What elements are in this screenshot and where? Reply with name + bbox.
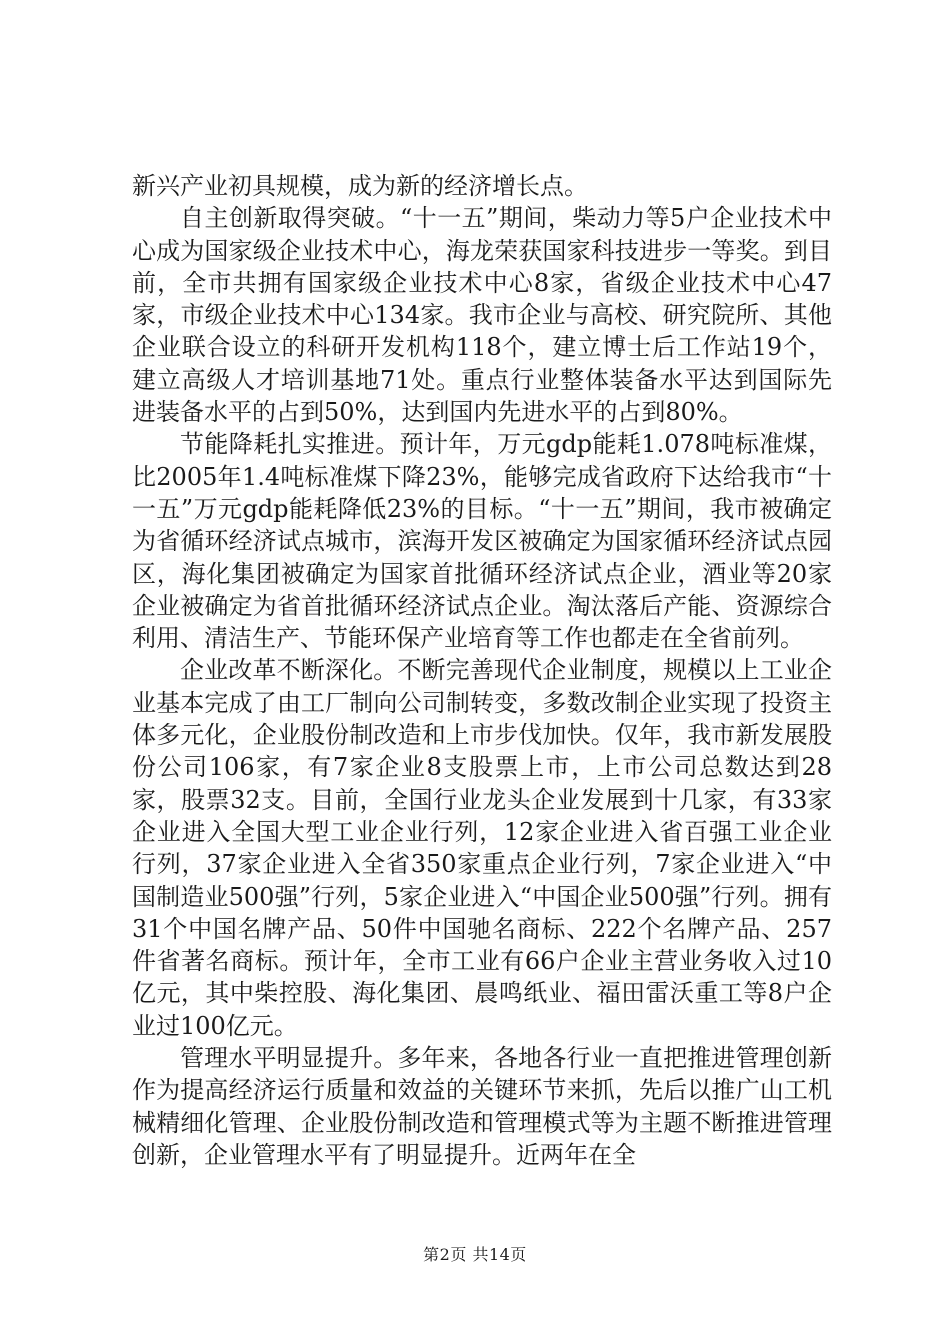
paragraph-innovation: 自主创新取得突破。“十一五”期间，柴动力等5户企业技术中心成为国家级企业技术中心，海龙荣获国家科技进步一等奖。到目前，全市共拥有国家级企业技术中心8家，省级企业技术中心47家，市级企业技术中心134家。我市企业与高校、研究院所、其他企业联合设立的科研开发机构118个，建立博士后工作站19个，建立高级人才培训基地71处。重点行业整体装备水平达到国际先进装备水平的占到50%，达到国内先进水平的占到80%。 — [132, 204, 832, 427]
paragraph-management: 管理水平明显提升。多年来，各地各行业一直把推进管理创新作为提高经济运行质量和效益的关键环节来抓，先后以推广山工机械精细化管理、企业股份制改造和管理模式等为主题不断推进管理创新，企业管理水平有了明显提升。近两年在全 — [132, 1044, 832, 1169]
document-body — [132, 170, 832, 1171]
page-footer — [0, 1242, 950, 1265]
paragraph-energy-saving: 节能降耗扎实推进。预计年，万元gdp能耗1.078吨标准煤，比2005年1.4吨标准煤下降23%，能够完成省政府下达给我市“十一五”万元gdp能耗降低23%的目标。“十一五”期间，我市被确定为省循环经济试点城市，滨海开发区被确定为国家循环经济试点园区，海化集团被确定为国家首批循环经济试点企业，酒业等20家企业被确定为省首批循环经济试点企业。淘汰落后产能、资源综合利用、清洁生产、节能环保产业培育等工作也都走在全省前列。 — [132, 430, 832, 653]
paragraph-enterprise-reform: 企业改革不断深化。不断完善现代企业制度，规模以上工业企业基本完成了由工厂制向公司制转变，多数改制企业实现了投资主体多元化，企业股份制改造和上市步伐加快。仅年，我市新发展股份公司106家，有7家企业8支股票上市，上市公司总数达到28家，股票32支。目前，全国行业龙头企业发展到十几家，有33家企业进入全国大型工业企业行列，12家企业进入省百强工业企业行列，37家企业进入全省350家重点企业行列，7家企业进入“中国制造业500强”行列，5家企业进入“中国企业500强”行列。拥有31个中国名牌产品、50件中国驰名商标、222个名牌产品、257件省著名商标。预计年，全市工业有66户企业主营业务收入过10亿元，其中柴控股、海化集团、晨鸣纸业、福田雷沃重工等8户企业过100亿元。 — [132, 656, 832, 1040]
page-number-label: 第2页 共14页 — [423, 1245, 527, 1264]
paragraph-emerging-industries: 新兴产业初具规模，成为新的经济增长点。 — [132, 172, 588, 200]
